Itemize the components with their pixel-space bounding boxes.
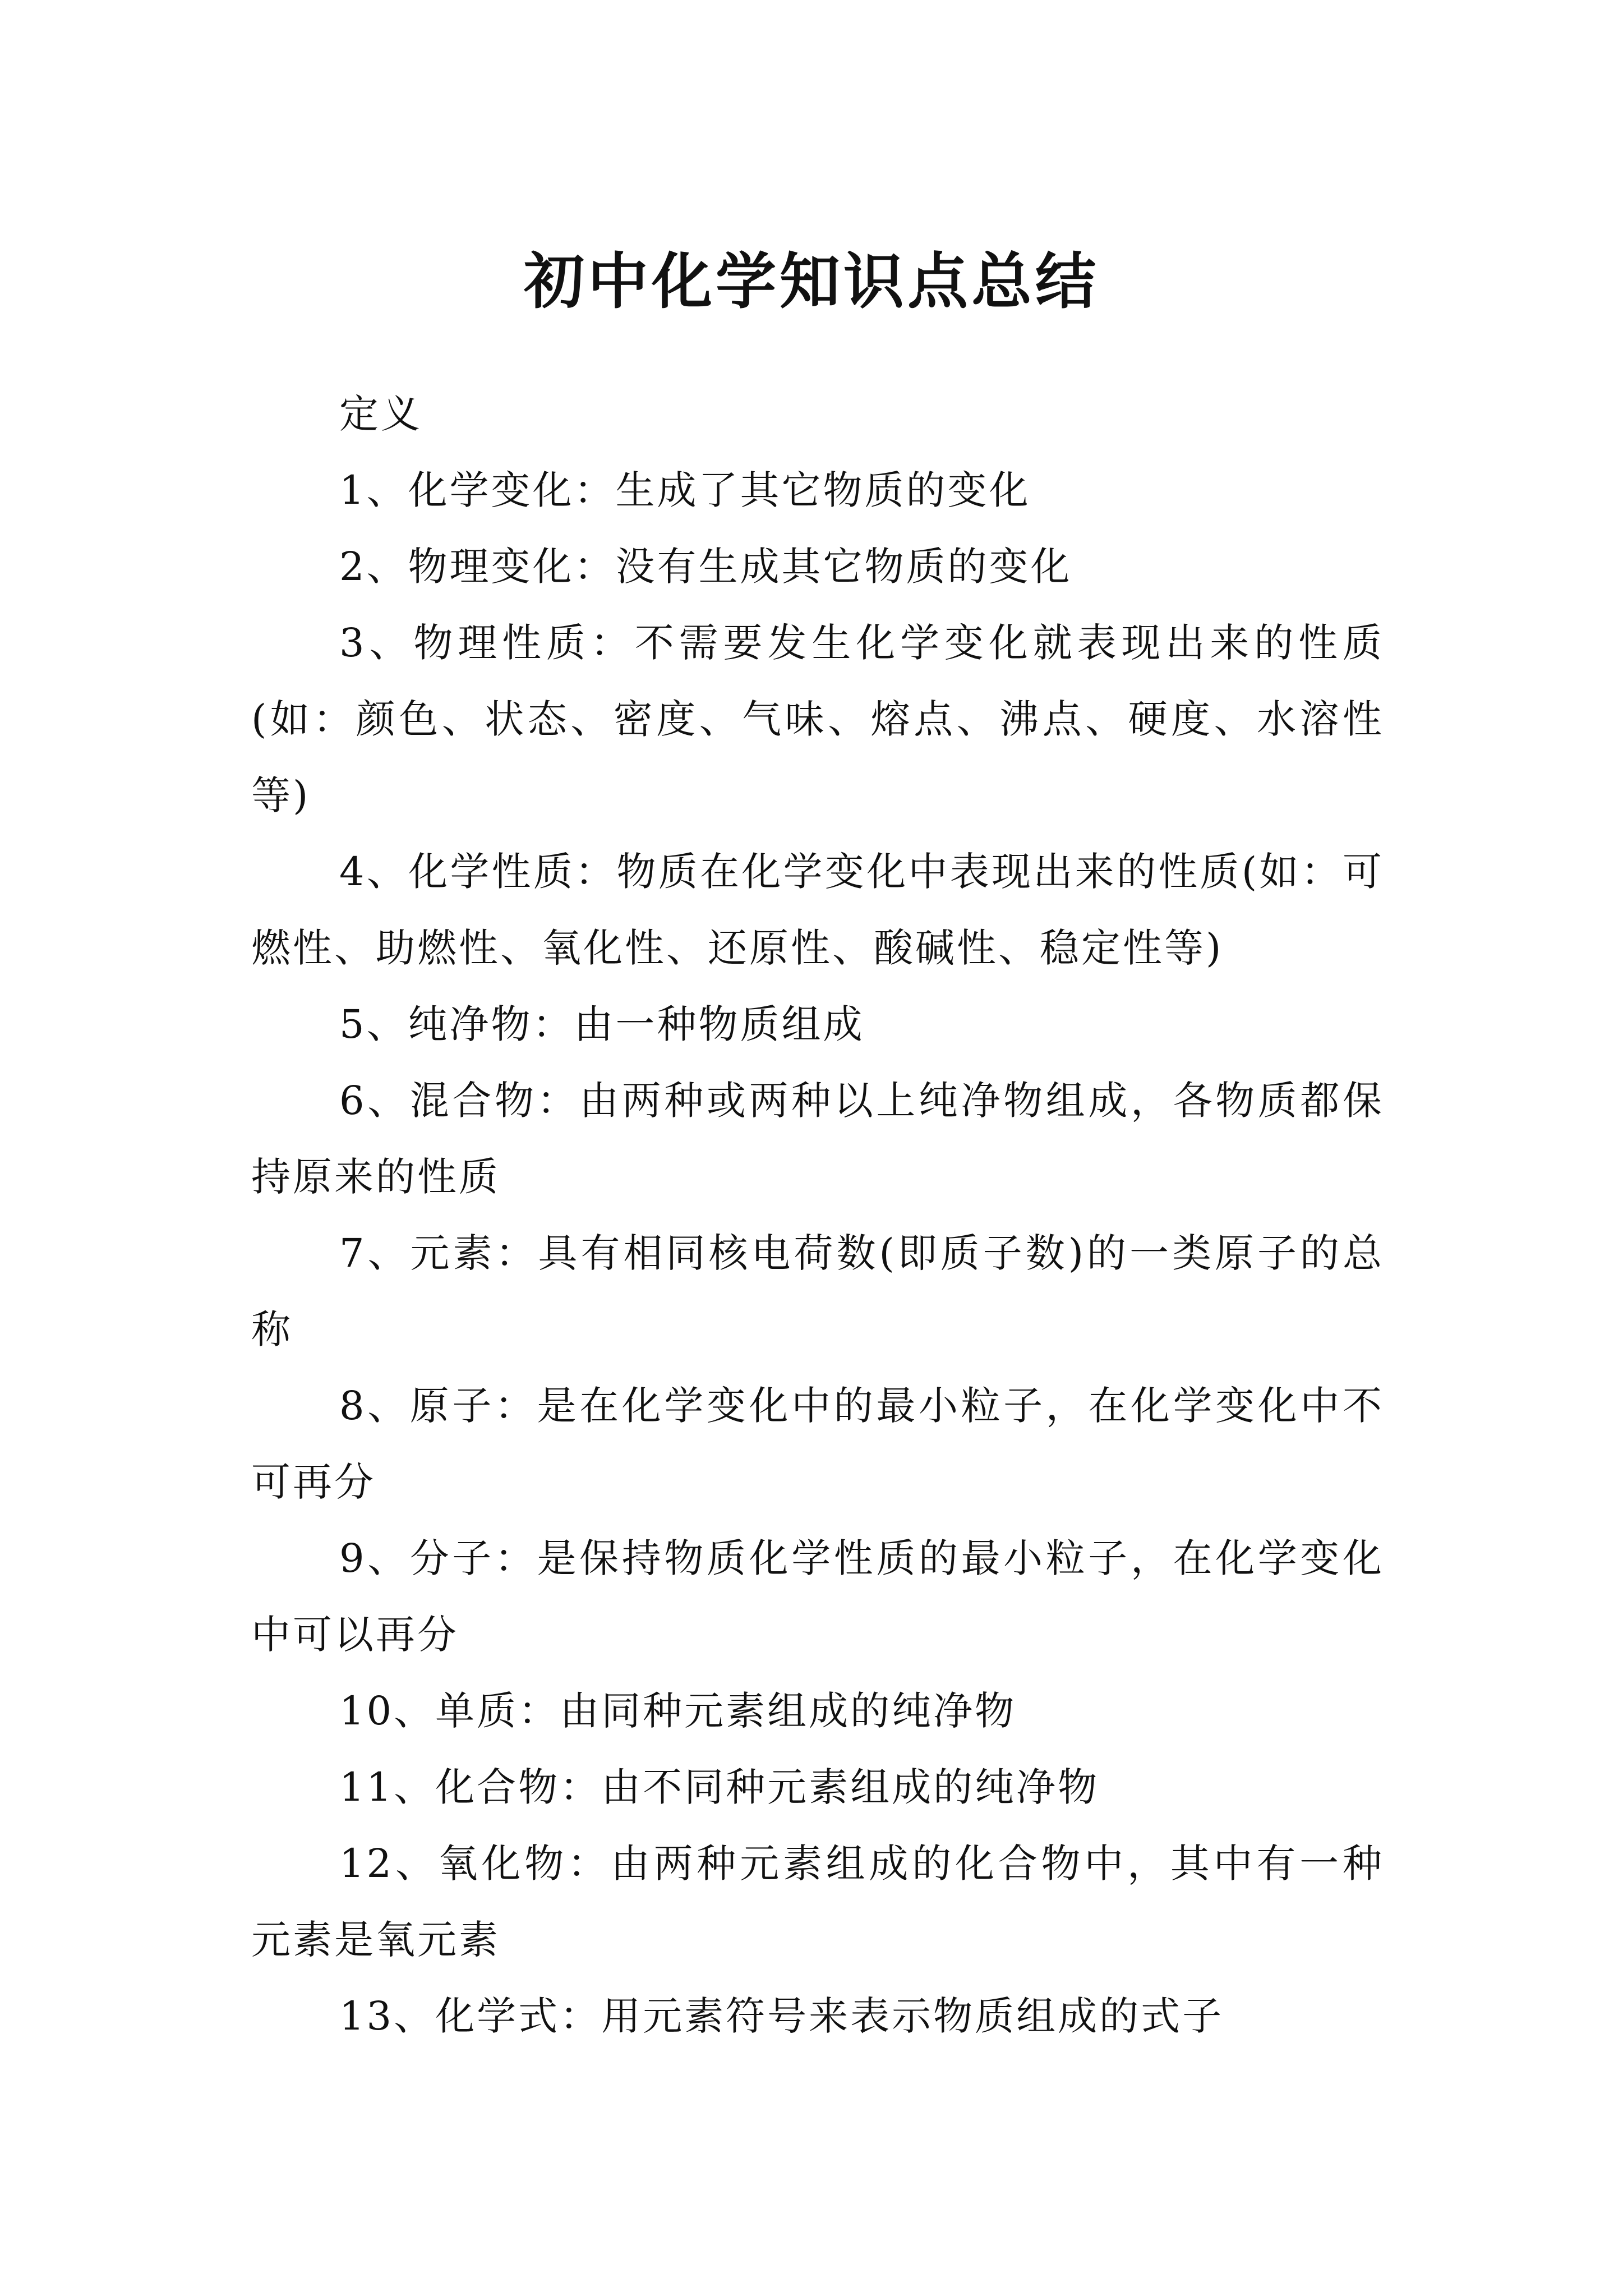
definition-item: 3、物理性质：不需要发生化学变化就表现出来的性质(如：颜色、状态、密度、气味、熔点、沸点、硬度、水溶性等) xyxy=(251,620,1384,818)
definition-item: 7、元素：具有相同核电荷数(即质子数)的一类原子的总称 xyxy=(251,1230,1384,1352)
definition-item: 4、化学性质：物质在化学变化中表现出来的性质(如：可燃性、助燃性、氧化性、还原性、酸碱性、稳定性等) xyxy=(251,849,1384,971)
document-title: 初中化学知识点总结 xyxy=(523,246,1099,318)
definition-item: 13、化学式：用元素符号来表示物质组成的式子 xyxy=(339,1993,1224,2039)
document-body xyxy=(251,376,1384,2054)
definition-item: 10、单质：由同种元素组成的纯净物 xyxy=(339,1688,1017,1734)
definition-item: 5、纯净物：由一种物质组成 xyxy=(339,1001,865,1047)
section-heading: 定义 xyxy=(339,391,422,437)
definition-item: 9、分子：是保持物质化学性质的最小粒子，在化学变化中可以再分 xyxy=(251,1535,1384,1658)
definition-item: 6、混合物：由两种或两种以上纯净物组成，各物质都保持原来的性质 xyxy=(251,1078,1384,1200)
definition-item: 12、氧化物：由两种元素组成的化合物中，其中有一种元素是氧元素 xyxy=(251,1841,1384,1963)
definition-item: 11、化合物：由不同种元素组成的纯净物 xyxy=(339,1764,1100,1810)
definition-item: 1、化学变化：生成了其它物质的变化 xyxy=(339,467,1031,513)
definition-item: 8、原子：是在化学变化中的最小粒子，在化学变化中不可再分 xyxy=(251,1383,1384,1505)
definition-item: 2、物理变化：没有生成其它物质的变化 xyxy=(339,544,1072,590)
